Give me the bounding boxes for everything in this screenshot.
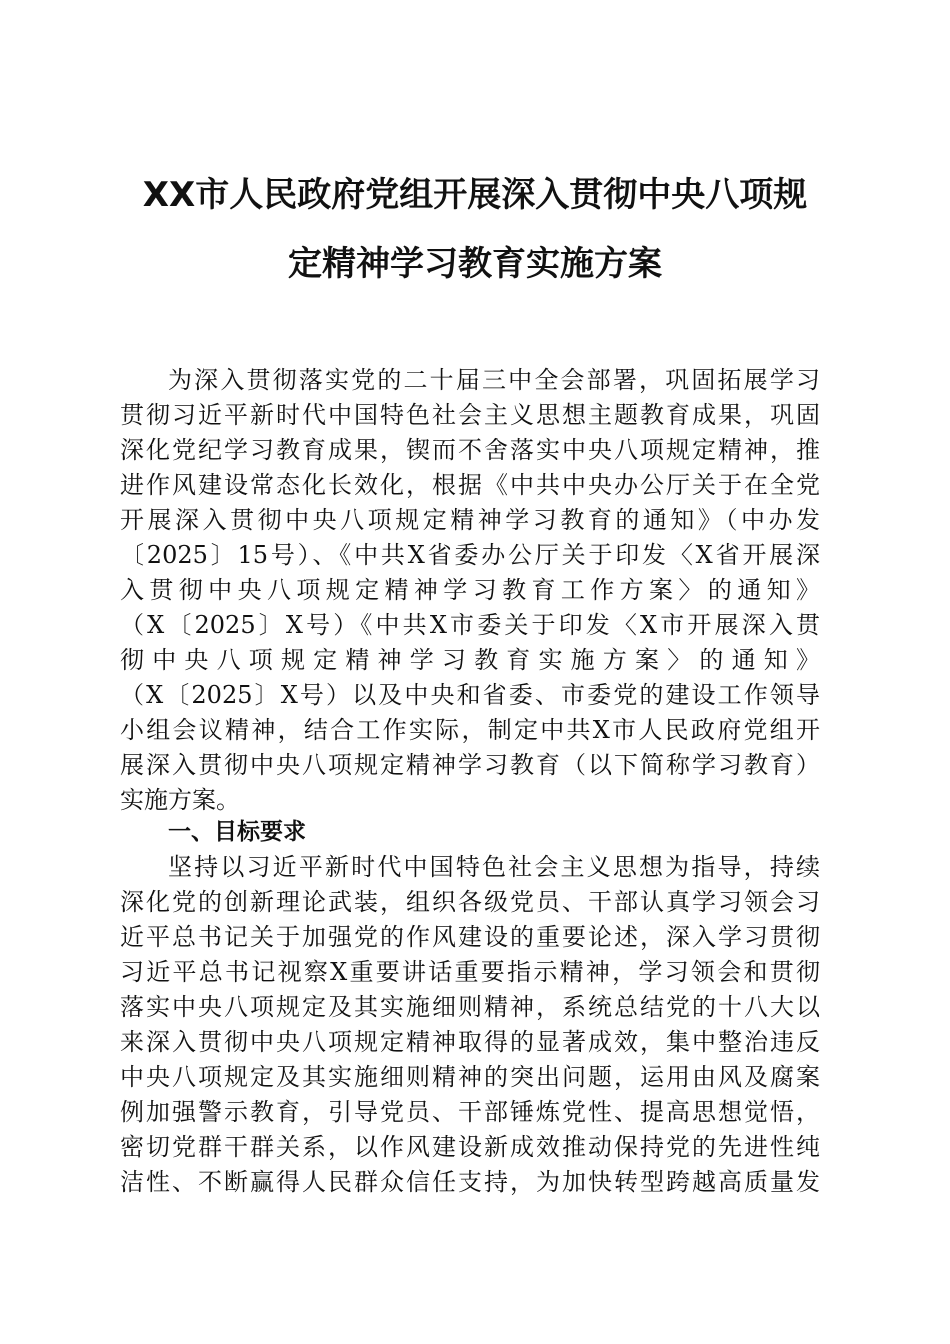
intro-line: 入贯彻中央八项规定精神学习教育工作方案〉的通知》 xyxy=(120,576,820,604)
intro-line: 实施方案。 xyxy=(120,786,240,814)
intro-line: （X〔2025〕X号）《中共X市委关于印发〈X市开展深入贯 xyxy=(120,611,820,639)
document-title-line-2: 定精神学习教育实施方案 xyxy=(288,244,662,284)
intro-line: 彻中央八项规定精神学习教育实施方案〉的通知》 xyxy=(120,646,820,674)
intro-line: 〔2025〕15号）、《中共X省委办公厅关于印发〈X省开展深 xyxy=(120,541,820,569)
section-line: 密切党群干群关系，以作风建设新成效推动保持党的先进性纯 xyxy=(120,1133,820,1161)
section-line: 例加强警示教育，引导党员、干部锤炼党性、提高思想觉悟， xyxy=(120,1098,820,1126)
intro-line: 进作风建设常态化长效化，根据《中共中央办公厅关于在全党 xyxy=(120,471,820,499)
section-line: 近平总书记关于加强党的作风建设的重要论述，深入学习贯彻 xyxy=(120,923,820,951)
intro-line: （X〔2025〕X号）以及中央和省委、市委党的建设工作领导 xyxy=(120,681,820,709)
intro-line: 深化党纪学习教育成果，锲而不舍落实中央八项规定精神，推 xyxy=(120,436,820,464)
section-line: 中央八项规定及其实施细则精神的突出问题，运用由风及腐案 xyxy=(120,1063,820,1091)
section-line: 洁性、不断赢得人民群众信任支持，为加快转型跨越高质量发 xyxy=(120,1168,820,1196)
intro-line: 为深入贯彻落实党的二十届三中全会部署，巩固拓展学习 xyxy=(168,366,820,394)
section-line: 落实中央八项规定及其实施细则精神，系统总结党的十八大以 xyxy=(120,993,820,1021)
section-heading: 一、目标要求 xyxy=(168,819,306,845)
intro-line: 开展深入贯彻中央八项规定精神学习教育的通知》（中办发 xyxy=(120,506,820,534)
intro-line: 展深入贯彻中央八项规定精神学习教育（以下简称学习教育） xyxy=(120,751,820,779)
section-line: 深化党的创新理论武装，组织各级党员、干部认真学习领会习 xyxy=(120,888,820,916)
intro-line: 贯彻习近平新时代中国特色社会主义思想主题教育成果，巩固 xyxy=(120,401,820,429)
intro-line: 小组会议精神，结合工作实际，制定中共X市人民政府党组开 xyxy=(120,716,820,744)
section-line: 习近平总书记视察X重要讲话重要指示精神，学习领会和贯彻 xyxy=(120,958,820,986)
section-line: 来深入贯彻中央八项规定精神取得的显著成效，集中整治违反 xyxy=(120,1028,820,1056)
section-line: 坚持以习近平新时代中国特色社会主义思想为指导，持续 xyxy=(168,853,820,881)
document-title-line-1: XX市人民政府党组开展深入贯彻中央八项规 xyxy=(142,175,808,215)
